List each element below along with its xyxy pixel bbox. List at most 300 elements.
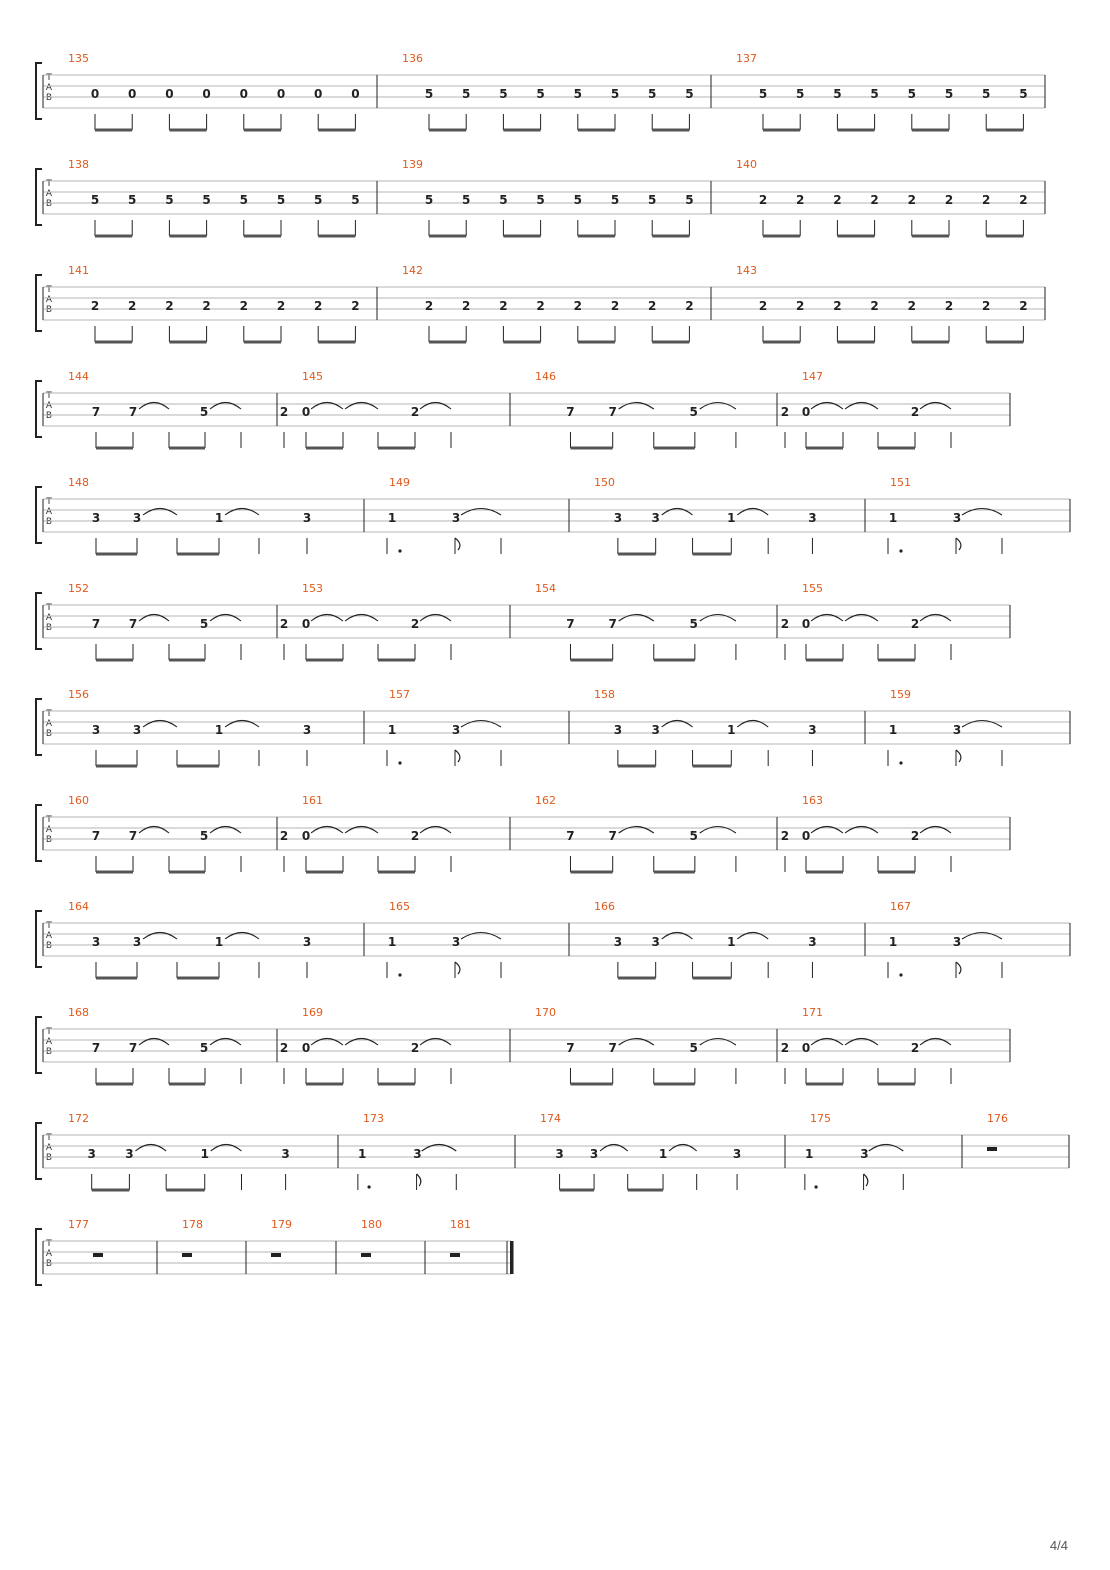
- fret-number: 3: [613, 935, 623, 949]
- measure: [402, 52, 711, 132]
- beam: [318, 341, 355, 344]
- beam: [378, 659, 415, 662]
- fret-number: 5: [689, 617, 698, 631]
- measure-number: 147: [802, 370, 823, 383]
- measure-number: 136: [402, 52, 423, 65]
- tab-clef-letter: T: [46, 709, 52, 719]
- beam: [806, 871, 843, 874]
- tab-system: [36, 476, 1070, 556]
- beam: [618, 977, 656, 980]
- tie-arc: [811, 403, 843, 410]
- fret-number: 5: [536, 87, 545, 101]
- beam: [429, 129, 466, 132]
- fret-number: 5: [833, 87, 842, 101]
- dot: [398, 761, 401, 764]
- tab-clef-letter: B: [45, 623, 53, 633]
- measure: [802, 370, 1010, 450]
- measure-number: 155: [802, 582, 823, 595]
- tie-arc: [662, 721, 693, 728]
- measure-number: 168: [68, 1006, 89, 1019]
- tab-clef-letter: T: [46, 1133, 52, 1143]
- tie-arc: [143, 509, 177, 516]
- fret-number: 2: [796, 193, 805, 207]
- measure: [594, 900, 865, 980]
- fret-number: 5: [424, 193, 434, 207]
- beam: [169, 235, 206, 238]
- fret-number: 2: [910, 617, 920, 631]
- beam: [654, 659, 695, 662]
- fret-number: 5: [648, 87, 657, 101]
- beam: [378, 447, 415, 450]
- fret-number: 5: [689, 405, 698, 419]
- beam: [763, 129, 800, 132]
- fret-number: 2: [410, 405, 420, 419]
- fret-number: 2: [910, 405, 920, 419]
- measure-number: 135: [68, 52, 89, 65]
- fret-number: 1: [387, 723, 397, 737]
- beam: [177, 765, 219, 768]
- tab-system: [36, 52, 1045, 132]
- tab-clef-letter: B: [45, 199, 53, 209]
- fret-number: 5: [199, 617, 209, 631]
- measure: [535, 582, 789, 662]
- tab-clef-letter: A: [45, 83, 53, 93]
- fret-number: 2: [910, 829, 920, 843]
- measure: [594, 476, 865, 556]
- tie-arc: [700, 615, 736, 622]
- beam: [878, 871, 915, 874]
- fret-number: 3: [613, 511, 623, 525]
- fret-number: 1: [387, 511, 397, 525]
- fret-number: 3: [555, 1147, 564, 1161]
- beam: [244, 341, 281, 344]
- fret-number: 0: [801, 829, 811, 843]
- fret-number: 0: [351, 87, 360, 101]
- tab-clef-letter: A: [45, 1037, 53, 1047]
- beam: [654, 1083, 695, 1086]
- dot: [367, 1185, 370, 1188]
- measure: [68, 370, 288, 450]
- measure-number: 138: [68, 158, 89, 171]
- measure: [302, 582, 510, 662]
- tab-clef-letter: B: [45, 1259, 53, 1269]
- measure: [68, 476, 364, 556]
- tab-clef-letter: B: [45, 729, 53, 739]
- beam: [912, 129, 949, 132]
- tie-arc: [225, 721, 259, 728]
- fret-number: 2: [279, 1041, 289, 1055]
- tab-clef-letter: A: [45, 825, 53, 835]
- beam: [878, 659, 915, 662]
- fret-number: 2: [870, 193, 879, 207]
- system-bracket: [36, 699, 42, 755]
- measure: [302, 370, 510, 450]
- dot: [398, 973, 401, 976]
- tab-clef-letter: T: [46, 815, 52, 825]
- fret-number: 2: [1019, 193, 1028, 207]
- tab-clef-letter: T: [46, 1239, 52, 1249]
- fret-number: 5: [165, 193, 174, 207]
- fret-number: 7: [608, 829, 617, 843]
- tab-system: [36, 900, 1070, 980]
- beam: [318, 129, 355, 132]
- system-bracket: [36, 1229, 42, 1285]
- measure-number: 172: [68, 1112, 89, 1125]
- final-barline: [510, 1241, 514, 1274]
- tab-clef-letter: T: [46, 285, 52, 295]
- tab-clef-letter: B: [45, 411, 53, 421]
- fret-number: 5: [648, 193, 657, 207]
- measure: [736, 52, 1045, 132]
- beam: [878, 1083, 915, 1086]
- tab-clef-letter: A: [45, 295, 53, 305]
- measure-number: 157: [389, 688, 410, 701]
- measure: [68, 264, 377, 344]
- fret-number: 5: [944, 87, 954, 101]
- measure-number: 180: [361, 1218, 382, 1231]
- measure: [888, 900, 1070, 978]
- tab-clef-letter: T: [46, 179, 52, 189]
- tab-clef-letter: T: [46, 391, 52, 401]
- fret-number: 5: [239, 193, 248, 207]
- tie-arc: [345, 1039, 378, 1046]
- beam: [95, 341, 132, 344]
- system-bracket: [36, 593, 42, 649]
- fret-number: 5: [870, 87, 879, 101]
- tie-arc: [420, 827, 451, 834]
- tie-arc: [920, 615, 951, 622]
- measure-number: 160: [68, 794, 89, 807]
- beam: [166, 1189, 205, 1192]
- tab-system: [36, 1006, 1010, 1086]
- measure: [387, 476, 569, 554]
- beam: [169, 1083, 205, 1086]
- measure: [302, 794, 510, 874]
- tie-arc: [311, 615, 343, 622]
- beam: [169, 341, 206, 344]
- tie-arc: [211, 1145, 242, 1152]
- fret-number: 2: [165, 299, 174, 313]
- fret-number: 0: [165, 87, 174, 101]
- fret-number: 0: [128, 87, 137, 101]
- fret-number: 5: [573, 193, 582, 207]
- tie-arc: [345, 615, 378, 622]
- measure-number: 164: [68, 900, 89, 913]
- fret-number: 3: [952, 935, 962, 949]
- fret-number: 2: [499, 299, 508, 313]
- beam: [96, 871, 133, 874]
- fret-number: 7: [128, 617, 138, 631]
- system-bracket: [36, 1123, 42, 1179]
- tie-arc: [139, 827, 169, 834]
- tie-arc: [737, 933, 768, 940]
- tie-arc: [845, 827, 878, 834]
- tab-system: [36, 582, 1010, 662]
- beam: [378, 1083, 415, 1086]
- fret-number: 2: [536, 299, 545, 313]
- beam: [169, 447, 205, 450]
- beam: [652, 341, 689, 344]
- measure-number: 175: [810, 1112, 831, 1125]
- beam: [560, 1189, 594, 1192]
- fret-number: 3: [302, 511, 312, 525]
- beam: [912, 341, 949, 344]
- tie-arc: [311, 1039, 343, 1046]
- tie-arc: [662, 933, 693, 940]
- measure: [68, 52, 377, 132]
- fret-number: 2: [202, 299, 211, 313]
- fret-number: 2: [410, 829, 420, 843]
- fret-number: 1: [658, 1147, 668, 1161]
- fret-number: 5: [689, 1041, 698, 1055]
- tie-arc: [345, 403, 378, 410]
- fret-number: 0: [301, 405, 311, 419]
- fret-number: 2: [907, 193, 916, 207]
- fret-number: 1: [727, 935, 736, 949]
- tab-clef-letter: A: [45, 719, 53, 729]
- fret-number: 2: [462, 299, 471, 313]
- beam: [96, 447, 133, 450]
- fret-number: 0: [801, 405, 811, 419]
- tie-arc: [619, 403, 654, 410]
- tie-arc: [135, 1145, 166, 1152]
- tie-arc: [139, 403, 169, 410]
- dot: [899, 549, 902, 552]
- measure: [68, 158, 377, 238]
- tab-clef-letter: T: [46, 921, 52, 931]
- beam: [306, 1083, 343, 1086]
- beam: [96, 659, 133, 662]
- fret-number: 3: [808, 511, 817, 525]
- beam: [654, 447, 695, 450]
- fret-number: 5: [90, 193, 100, 207]
- tab-clef-letter: B: [45, 1153, 53, 1163]
- fret-number: 2: [573, 299, 582, 313]
- measure-number: 145: [302, 370, 323, 383]
- measure: [802, 794, 1010, 874]
- beam: [763, 235, 800, 238]
- dot: [814, 1185, 817, 1188]
- fret-number: 1: [727, 723, 736, 737]
- measure: [358, 1112, 515, 1190]
- tab-clef-letter: A: [45, 1249, 53, 1259]
- tie-arc: [461, 509, 501, 516]
- tie-arc: [225, 933, 259, 940]
- tie-arc: [619, 827, 654, 834]
- fret-number: 5: [199, 1041, 209, 1055]
- measure-number: 169: [302, 1006, 323, 1019]
- fret-number: 1: [200, 1147, 209, 1161]
- fret-number: 7: [91, 617, 101, 631]
- fret-number: 3: [651, 935, 660, 949]
- tab-clef-letter: A: [45, 613, 53, 623]
- fret-number: 5: [907, 87, 916, 101]
- system-bracket: [36, 275, 42, 331]
- measure: [387, 688, 569, 766]
- beam: [96, 553, 137, 556]
- fret-number: 2: [279, 405, 289, 419]
- beam: [378, 871, 415, 874]
- fret-number: 2: [424, 299, 434, 313]
- beam: [306, 659, 343, 662]
- note-flag: [417, 1174, 421, 1186]
- tab-clef-letter: T: [46, 603, 52, 613]
- fret-number: 2: [685, 299, 694, 313]
- beam: [654, 871, 695, 874]
- fret-number: 5: [573, 87, 582, 101]
- tab-system: [36, 264, 1045, 344]
- fret-number: 2: [907, 299, 916, 313]
- tie-arc: [920, 403, 951, 410]
- fret-number: 0: [202, 87, 211, 101]
- system-bracket: [36, 805, 42, 861]
- page-number: 4/4: [1049, 1538, 1068, 1553]
- fret-number: 7: [608, 405, 617, 419]
- beam: [986, 341, 1023, 344]
- fret-number: 5: [462, 87, 471, 101]
- tie-arc: [700, 827, 736, 834]
- measure-number: 144: [68, 370, 89, 383]
- tab-system: [36, 158, 1045, 238]
- tab-system: [36, 1218, 514, 1285]
- fret-number: 7: [128, 405, 138, 419]
- fret-number: 0: [239, 87, 248, 101]
- fret-number: 7: [566, 405, 575, 419]
- tie-arc: [600, 1145, 628, 1152]
- measure: [805, 1112, 962, 1190]
- tie-arc: [311, 403, 343, 410]
- fret-number: 2: [410, 1041, 420, 1055]
- fret-number: 5: [276, 193, 286, 207]
- beam: [429, 341, 466, 344]
- tie-arc: [962, 509, 1002, 516]
- fret-number: 5: [314, 193, 323, 207]
- measure-number: 170: [535, 1006, 556, 1019]
- measure: [182, 1218, 246, 1274]
- fret-number: 5: [758, 87, 768, 101]
- fret-number: 5: [610, 87, 620, 101]
- fret-number: 3: [589, 1147, 599, 1161]
- measure: [535, 1006, 789, 1086]
- beam: [318, 235, 355, 238]
- fret-number: 0: [801, 1041, 811, 1055]
- beam: [837, 129, 874, 132]
- measure-number: 152: [68, 582, 89, 595]
- measure-number: 146: [535, 370, 556, 383]
- measure: [888, 688, 1070, 766]
- measure: [271, 1218, 336, 1274]
- fret-number: 2: [239, 299, 248, 313]
- fret-number: 1: [214, 723, 224, 737]
- system-bracket: [36, 487, 42, 543]
- fret-number: 0: [801, 617, 811, 631]
- tie-arc: [920, 1039, 951, 1046]
- beam: [95, 129, 132, 132]
- tie-arc: [420, 403, 451, 410]
- dot: [899, 973, 902, 976]
- fret-number: 2: [982, 193, 991, 207]
- fret-number: 3: [651, 511, 660, 525]
- beam: [95, 235, 132, 238]
- tie-arc: [962, 933, 1002, 940]
- tie-arc: [143, 933, 177, 940]
- tie-arc: [811, 827, 843, 834]
- fret-number: 0: [314, 87, 323, 101]
- fret-number: 5: [689, 829, 698, 843]
- fret-number: 1: [804, 1147, 814, 1161]
- tab-clef-letter: B: [45, 1047, 53, 1057]
- whole-rest: [182, 1253, 192, 1257]
- tab-clef-letter: B: [45, 517, 53, 527]
- measure-number: 174: [540, 1112, 561, 1125]
- measure-number: 156: [68, 688, 89, 701]
- beam: [578, 129, 615, 132]
- fret-number: 2: [1019, 299, 1028, 313]
- tie-arc: [210, 403, 241, 410]
- fret-number: 3: [91, 935, 101, 949]
- measure-number: 173: [363, 1112, 384, 1125]
- beam: [837, 235, 874, 238]
- tie-arc: [811, 1039, 843, 1046]
- measure-number: 181: [450, 1218, 471, 1231]
- fret-number: 2: [314, 299, 323, 313]
- fret-number: 5: [499, 87, 508, 101]
- tie-arc: [845, 1039, 878, 1046]
- beam: [503, 235, 540, 238]
- measure-number: 158: [594, 688, 615, 701]
- beam: [169, 871, 205, 874]
- measure: [987, 1112, 1069, 1168]
- measure: [450, 1218, 514, 1274]
- measure-number: 177: [68, 1218, 89, 1231]
- fret-number: 5: [536, 193, 545, 207]
- fret-number: 3: [132, 511, 142, 525]
- fret-number: 2: [780, 405, 790, 419]
- fret-number: 3: [132, 935, 142, 949]
- fret-number: 2: [780, 1041, 790, 1055]
- fret-number: 2: [351, 299, 360, 313]
- beam: [96, 1083, 133, 1086]
- fret-number: 5: [685, 87, 694, 101]
- fret-number: 7: [91, 829, 101, 843]
- beam: [806, 659, 843, 662]
- tie-arc: [210, 1039, 241, 1046]
- measure: [736, 264, 1045, 344]
- fret-number: 2: [276, 299, 286, 313]
- tab-clef-letter: B: [45, 305, 53, 315]
- whole-rest: [361, 1253, 371, 1257]
- tie-arc: [869, 1145, 904, 1152]
- whole-rest: [93, 1253, 103, 1257]
- beam: [177, 553, 219, 556]
- beam: [693, 553, 732, 556]
- measure-number: 163: [802, 794, 823, 807]
- beam: [169, 659, 205, 662]
- fret-number: 7: [91, 405, 101, 419]
- tab-system: [36, 1112, 1069, 1192]
- fret-number: 2: [128, 299, 137, 313]
- measure-number: 142: [402, 264, 423, 277]
- tie-arc: [225, 509, 259, 516]
- fret-number: 3: [451, 935, 461, 949]
- beam: [806, 1083, 843, 1086]
- beam: [693, 977, 732, 980]
- measure-number: 162: [535, 794, 556, 807]
- fret-number: 5: [685, 193, 694, 207]
- fret-number: 5: [199, 829, 209, 843]
- measure-number: 166: [594, 900, 615, 913]
- tab-clef-letter: A: [45, 1143, 53, 1153]
